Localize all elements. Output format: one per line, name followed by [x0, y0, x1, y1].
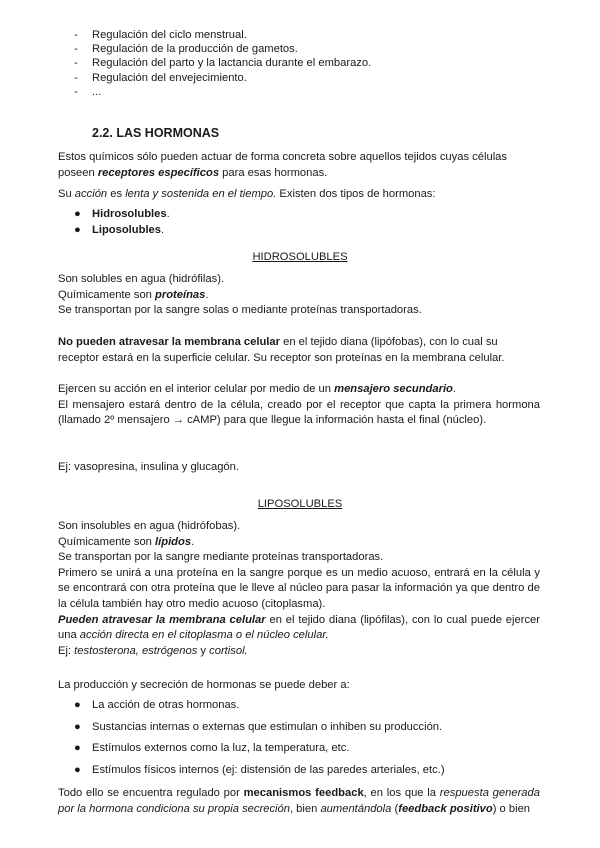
- liposolubles-heading: LIPOSOLUBLES: [257, 498, 343, 510]
- intro-dash-list: [74, 28, 371, 99]
- list-item: - Regulación del ciclo menstrual.: [74, 29, 247, 41]
- intro-paragraph: Estos químicos sólo pueden actuar de forma concreta sobre aquellos tejidos cuyas células poseen receptores específicos para esas hormonas.: [58, 151, 507, 179]
- list-item: - Regulación del parto y la lactancia durante el embarazo.: [74, 57, 372, 70]
- hidrosolubles-heading: HIDROSOLUBLES: [252, 251, 348, 263]
- accion-paragraph: Su acción es lenta y sostenida en el tiempo. Existen dos tipos de hormonas:: [58, 188, 436, 200]
- list-item: ● Sustancias internas o externas que estimulan o inhiben su producción.: [74, 720, 443, 733]
- hidro-messenger-paragraph: Ejercen su acción en el interior celular por medio de un mensajero secundario. El mensajero estará dentro de la célula, creado por el receptor que capta la primera hormona (llamado 2º mensajero → cAMP) para que llegue la información hasta el final (núcleo).: [58, 383, 540, 427]
- list-item: - Regulación del envejecimiento.: [74, 71, 247, 84]
- section-heading: 2.2. LAS HORMONAS: [92, 126, 220, 140]
- list-item: ● Estímulos externos como la luz, la temperatura, etc.: [74, 742, 350, 754]
- produccion-intro: La producción y secreción de hormonas se puede deber a:: [58, 679, 350, 691]
- list-item: ● La acción de otras hormonas.: [74, 699, 240, 711]
- list-item: ● Liposolubles.: [74, 223, 165, 236]
- list-item: - Regulación de la producción de gametos.: [74, 43, 298, 56]
- hidro-membrane-paragraph: No pueden atravesar la membrana celular en el tejido diana (lipófobas), con lo cual su receptor estará en la superficie celular. Su receptor son proteínas en la membrana celular.: [58, 336, 505, 364]
- lipo-properties: Son insolubles en agua (hidrófobas). Químicamente son lípidos. Se transportan por la sangre mediante proteínas transportadoras. Primero se unirá a una proteína en la sangre porque es un medio acuoso, entrará en la célula y se encontrará con otra proteína que le lleve al núcleo para pasar la información ya que dentro de la célula también hay otro medio acuoso (citoplasma). Pueden atravesar la membrana celular en el tejido diana (lipófilas), con lo cual puede ejercer una acción directa en el citoplasma o el núcleo celular. Ej: testosterona, estrógenos y cortisol.: [58, 520, 540, 657]
- feedback-paragraph: Todo ello se encuentra regulado por mecanismos feedback, en los que la respuesta generada por la hormona condiciona su propia secreción, bien aumentándola (feedback positivo) o bien: [58, 787, 540, 815]
- produccion-causes-list: [74, 698, 445, 784]
- hidro-example: Ej: vasopresina, insulina y glucagón.: [58, 461, 239, 473]
- list-item: ● Estímulos físicos internos (ej: distensión de las paredes arteriales, etc.): [74, 763, 445, 776]
- list-item: ● Hidrosolubles.: [74, 208, 170, 220]
- list-item: - ...: [74, 85, 102, 98]
- hormone-types-list: [74, 207, 170, 238]
- hidro-properties: Son solubles en agua (hidrófilas). Químicamente son proteínas. Se transportan por la sangre solas o mediante proteínas transportadoras.: [58, 273, 422, 317]
